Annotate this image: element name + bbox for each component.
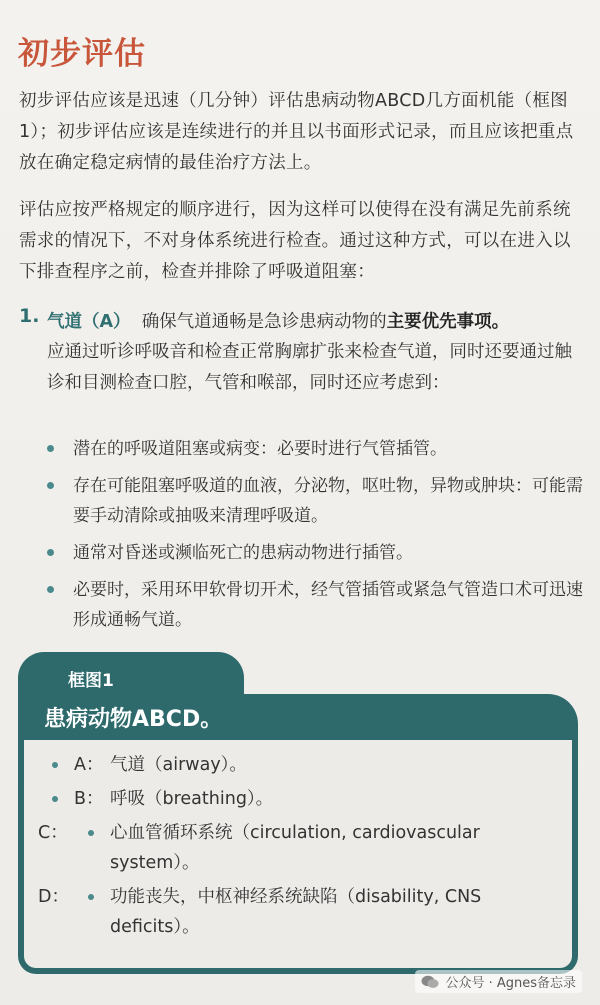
bullet-dot-icon xyxy=(47,586,54,593)
item-label: 气道（A） xyxy=(47,312,131,332)
section-title: 初步评估 xyxy=(18,36,146,72)
figure-box xyxy=(18,652,578,974)
item-heading xyxy=(47,307,587,337)
list-item: 必要时，采用环甲软骨切开术，经气管插管或紧急气管造口术可迅速形成通畅气道。 xyxy=(47,575,587,635)
bullet-dot-icon xyxy=(47,482,54,489)
list-item: A： 气道（airway）。 xyxy=(52,750,557,780)
bullet-dot-icon xyxy=(52,762,58,768)
wechat-icon xyxy=(421,975,439,989)
box-title: 患病动物ABCD。 xyxy=(44,707,223,732)
box-header xyxy=(18,694,578,742)
item-body: 应通过听诊呼吸音和检查正常胸廓扩张来检查气道，同时还要通过触诊和目测检查口腔，气管和喉部，同时还应考虑到： xyxy=(47,342,572,393)
watermark xyxy=(415,970,582,993)
bullet-dot-icon xyxy=(47,549,54,556)
bullet-dot-icon xyxy=(52,796,58,802)
intro-paragraph: 初步评估应该是迅速（几分钟）评估患病动物ABCD几方面机能（框图1）；初步评估应该是连续进行的并且以书面形式记录，而且应该把重点放在确定稳定病情的最佳治疗方法上。 xyxy=(19,91,574,173)
order-paragraph: 评估应按严格规定的顺序进行，因为这样可以使得在没有满足先前系统需求的情况下，不对身体系统进行检查。通过这种方式，可以在进入以下排查程序之前，检查并排除了呼吸道阻塞： xyxy=(19,200,571,282)
list-item: 通常对昏迷或濒临死亡的患病动物进行插管。 xyxy=(47,538,587,568)
list-item: D： 功能丧失，中枢神经系统缺陷（disability, CNS deficits）。 xyxy=(38,887,482,937)
bullet-dot-icon xyxy=(88,830,94,836)
box-tab-label: 框图1 xyxy=(68,671,114,691)
abcd-list xyxy=(38,750,557,946)
item-number: 1. xyxy=(19,305,40,327)
watermark-text: 公众号 · Agnes备忘录 xyxy=(445,976,576,991)
item-lead: 确保气道通畅是急诊患病动物的 xyxy=(141,312,387,332)
box-body xyxy=(18,740,578,974)
list-item: C： 心血管循环系统（circulation, cardiovascular system）。 xyxy=(38,823,480,873)
bullet-dot-icon xyxy=(88,894,94,900)
list-item: 潜在的呼吸道阻塞或病变：必要时进行气管插管。 xyxy=(47,434,587,464)
airway-bullet-list xyxy=(47,434,587,642)
bullet-dot-icon xyxy=(47,445,54,452)
list-item: 存在可能阻塞呼吸道的血液，分泌物，呕吐物，异物或肿块：可能需要手动清除或抽吸来清理呼吸道。 xyxy=(47,471,587,531)
list-item: B： 呼吸（breathing）。 xyxy=(52,784,557,814)
item-emphasis: 主要优先事项。 xyxy=(386,312,510,332)
